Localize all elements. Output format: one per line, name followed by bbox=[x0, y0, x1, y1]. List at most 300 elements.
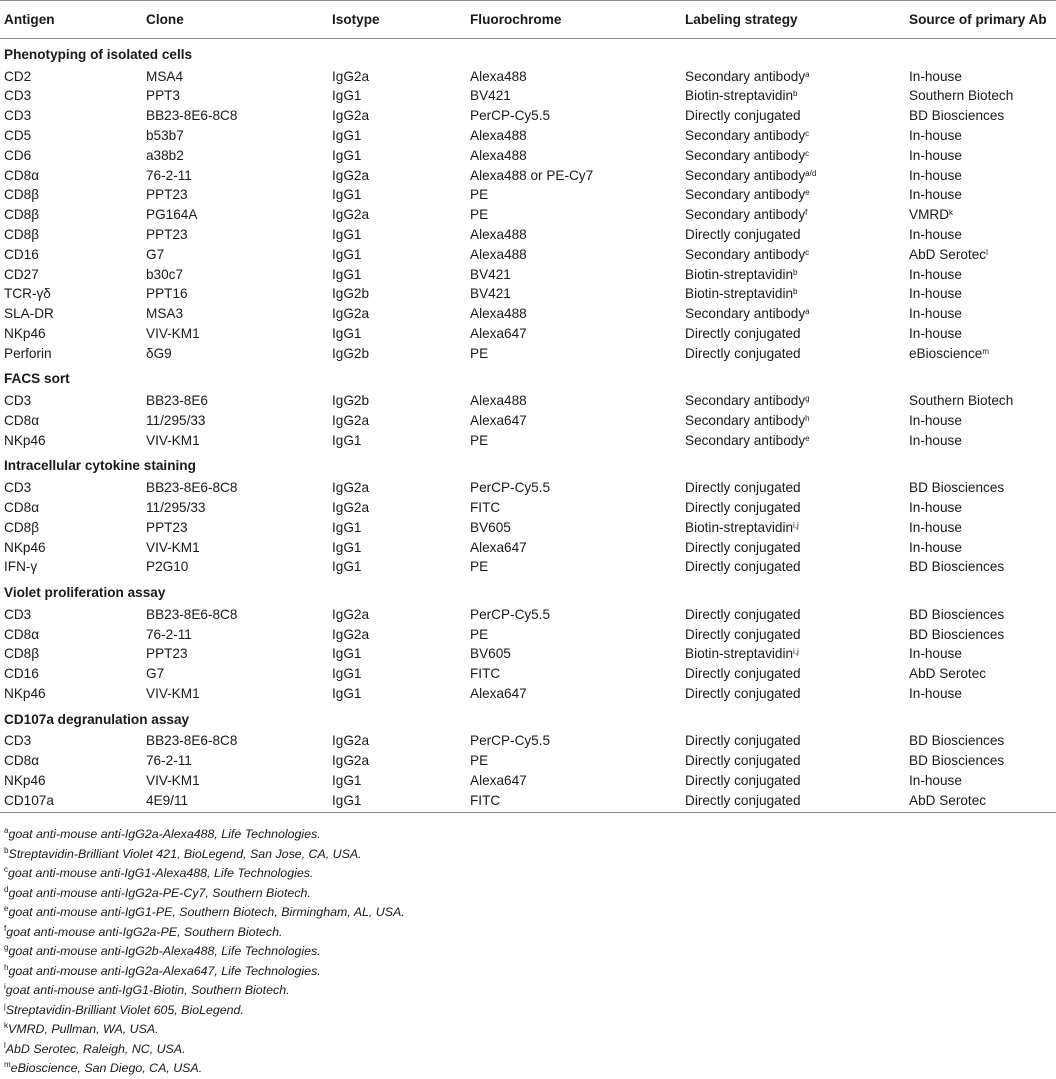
footnote bbox=[0, 942, 1056, 962]
cell-isotype-text: IgG2a bbox=[332, 68, 370, 84]
cell-antigen bbox=[0, 185, 142, 205]
cell-fluorochrome bbox=[466, 664, 681, 684]
cell-antigen bbox=[0, 478, 142, 498]
cell-fluorochrome-text: Alexa488 bbox=[470, 127, 527, 143]
cell-antigen bbox=[0, 126, 142, 146]
cell-source-text: In-house bbox=[909, 167, 962, 183]
cell-antigen bbox=[0, 265, 142, 285]
cell-source bbox=[905, 498, 1056, 518]
cell-labeling-strategy bbox=[681, 86, 905, 106]
cell-source-text: Southern Biotech bbox=[909, 393, 1014, 409]
cell-isotype bbox=[328, 684, 466, 704]
cell-isotype bbox=[328, 225, 466, 245]
cell-clone-text: a38b2 bbox=[146, 147, 184, 163]
cell-labeling-strategy bbox=[681, 684, 905, 704]
section-heading-row bbox=[0, 451, 1056, 479]
footnote-marker: i,j bbox=[793, 647, 799, 657]
cell-labeling-strategy-text: Directly conjugated bbox=[685, 606, 801, 622]
cell-source bbox=[905, 791, 1056, 813]
cell-clone-text: 11/295/33 bbox=[146, 412, 206, 428]
footnote-marker: f bbox=[805, 208, 808, 218]
cell-clone bbox=[142, 431, 328, 451]
cell-antigen-text: CD107a bbox=[4, 792, 54, 808]
cell-antigen bbox=[0, 411, 142, 431]
cell-labeling-strategy-text: Secondary antibody bbox=[685, 207, 806, 223]
cell-fluorochrome bbox=[466, 67, 681, 87]
footnote-text: goat anti-mouse anti-IgG2a-Alexa488, Life Technologies. bbox=[8, 827, 321, 841]
cell-clone bbox=[142, 324, 328, 344]
cell-antigen-text: Perforin bbox=[4, 345, 52, 361]
cell-antigen bbox=[0, 664, 142, 684]
cell-source-text: BD Biosciences bbox=[909, 559, 1005, 575]
footnotes bbox=[0, 825, 1056, 1079]
cell-antigen bbox=[0, 67, 142, 87]
cell-source bbox=[905, 557, 1056, 577]
cell-antigen-text: CD8α bbox=[4, 499, 40, 515]
table-row bbox=[0, 86, 1056, 106]
cell-fluorochrome-text: PE bbox=[470, 432, 489, 448]
table-row bbox=[0, 605, 1056, 625]
header-source: Source of primary Ab bbox=[905, 1, 1056, 39]
header-labeling-strategy: Labeling strategy bbox=[681, 1, 905, 39]
cell-source bbox=[905, 126, 1056, 146]
cell-labeling-strategy bbox=[681, 644, 905, 664]
cell-labeling-strategy-text: Secondary antibody bbox=[685, 432, 806, 448]
table-row bbox=[0, 205, 1056, 225]
table-row bbox=[0, 557, 1056, 577]
cell-labeling-strategy-text: Directly conjugated bbox=[685, 345, 801, 361]
cell-fluorochrome bbox=[466, 431, 681, 451]
cell-labeling-strategy-text: Directly conjugated bbox=[685, 772, 801, 788]
footnote-marker: h bbox=[805, 413, 810, 423]
footnote-marker: a bbox=[805, 69, 810, 79]
footnote-mark: a bbox=[4, 826, 9, 835]
section-title: FACS sort bbox=[4, 371, 70, 387]
cell-clone-text: P2G10 bbox=[146, 559, 189, 575]
cell-isotype-text: IgG1 bbox=[332, 539, 362, 555]
cell-fluorochrome bbox=[466, 411, 681, 431]
section-title: Intracellular cytokine staining bbox=[4, 458, 196, 474]
cell-isotype bbox=[328, 791, 466, 813]
cell-clone-text: BB23-8E6-8C8 bbox=[146, 108, 238, 124]
cell-isotype-text: IgG2a bbox=[332, 606, 370, 622]
cell-labeling-strategy-text: Directly conjugated bbox=[685, 685, 801, 701]
cell-source-text: In-house bbox=[909, 499, 962, 515]
footnote-mark: h bbox=[4, 962, 9, 972]
cell-antigen bbox=[0, 791, 142, 813]
cell-fluorochrome-text: Alexa647 bbox=[470, 772, 527, 788]
footnote-marker: g bbox=[805, 394, 810, 404]
footnote-text: goat anti-mouse anti-IgG1-Alexa488, Life Technologies. bbox=[8, 866, 314, 880]
cell-source bbox=[905, 205, 1056, 225]
cell-isotype bbox=[328, 431, 466, 451]
footnote-mark: e bbox=[4, 904, 9, 913]
cell-fluorochrome bbox=[466, 324, 681, 344]
cell-antigen bbox=[0, 771, 142, 791]
cell-antigen bbox=[0, 391, 142, 411]
cell-clone-text: G7 bbox=[146, 666, 165, 682]
footnote bbox=[0, 1001, 1056, 1021]
cell-fluorochrome bbox=[466, 106, 681, 126]
cell-antigen-text: NKp46 bbox=[4, 772, 46, 788]
cell-labeling-strategy bbox=[681, 304, 905, 324]
footnote-mark: j bbox=[4, 1001, 6, 1011]
cell-clone bbox=[142, 625, 328, 645]
section-title: CD107a degranulation assay bbox=[4, 711, 190, 727]
cell-isotype-text: IgG1 bbox=[332, 246, 362, 262]
section-heading-row bbox=[0, 39, 1056, 67]
cell-isotype bbox=[328, 625, 466, 645]
cell-fluorochrome bbox=[466, 284, 681, 304]
cell-labeling-strategy-text: Secondary antibody bbox=[685, 306, 806, 322]
cell-antigen-text: TCR-γδ bbox=[4, 286, 51, 302]
cell-isotype-text: IgG1 bbox=[332, 325, 362, 341]
cell-labeling-strategy bbox=[681, 664, 905, 684]
cell-clone-text: PG164A bbox=[146, 207, 198, 223]
cell-fluorochrome-text: Alexa647 bbox=[470, 685, 527, 701]
cell-fluorochrome-text: Alexa488 bbox=[470, 246, 527, 262]
cell-fluorochrome-text: Alexa488 bbox=[470, 393, 527, 409]
table-row bbox=[0, 106, 1056, 126]
cell-source bbox=[905, 284, 1056, 304]
cell-isotype-text: IgG2a bbox=[332, 499, 370, 515]
cell-source-text: In-house bbox=[909, 127, 962, 143]
cell-fluorochrome-text: Alexa647 bbox=[470, 412, 527, 428]
cell-fluorochrome-text: Alexa488 bbox=[470, 68, 527, 84]
cell-fluorochrome-text: FITC bbox=[470, 792, 501, 808]
cell-clone-text: VIV-KM1 bbox=[146, 432, 200, 448]
table-row bbox=[0, 664, 1056, 684]
cell-source-text: In-house bbox=[909, 306, 962, 322]
cell-isotype bbox=[328, 304, 466, 324]
header-antigen: Antigen bbox=[0, 1, 142, 39]
footnote-marker: b bbox=[793, 267, 798, 277]
cell-isotype-text: IgG1 bbox=[332, 147, 362, 163]
cell-antigen bbox=[0, 146, 142, 166]
cell-labeling-strategy bbox=[681, 284, 905, 304]
cell-antigen-text: CD8β bbox=[4, 519, 40, 535]
cell-isotype bbox=[328, 265, 466, 285]
cell-fluorochrome-text: PerCP-Cy5.5 bbox=[470, 108, 551, 124]
cell-source bbox=[905, 411, 1056, 431]
cell-source bbox=[905, 605, 1056, 625]
footnote-mark: k bbox=[4, 1021, 8, 1030]
table-row bbox=[0, 284, 1056, 304]
cell-labeling-strategy bbox=[681, 518, 905, 538]
table-row bbox=[0, 478, 1056, 498]
cell-isotype bbox=[328, 391, 466, 411]
footnote-marker: i,j bbox=[793, 520, 799, 530]
cell-fluorochrome-text: PerCP-Cy5.5 bbox=[470, 733, 551, 749]
footnote bbox=[0, 962, 1056, 982]
cell-labeling-strategy bbox=[681, 498, 905, 518]
cell-clone-text: VIV-KM1 bbox=[146, 325, 200, 341]
cell-antigen bbox=[0, 518, 142, 538]
cell-isotype bbox=[328, 324, 466, 344]
cell-clone bbox=[142, 344, 328, 364]
cell-isotype bbox=[328, 205, 466, 225]
cell-antigen bbox=[0, 106, 142, 126]
cell-fluorochrome-text: BV421 bbox=[470, 88, 511, 104]
cell-fluorochrome-text: BV421 bbox=[470, 266, 511, 282]
cell-antigen-text: CD8β bbox=[4, 646, 40, 662]
cell-antigen-text: NKp46 bbox=[4, 432, 46, 448]
cell-labeling-strategy bbox=[681, 731, 905, 751]
cell-isotype bbox=[328, 644, 466, 664]
table-row bbox=[0, 771, 1056, 791]
cell-clone bbox=[142, 791, 328, 813]
cell-source bbox=[905, 146, 1056, 166]
cell-isotype-text: IgG1 bbox=[332, 127, 362, 143]
table-row bbox=[0, 625, 1056, 645]
cell-antigen bbox=[0, 245, 142, 265]
cell-labeling-strategy bbox=[681, 344, 905, 364]
cell-fluorochrome-text: FITC bbox=[470, 499, 501, 515]
cell-clone-text: 11/295/33 bbox=[146, 499, 206, 515]
cell-isotype bbox=[328, 771, 466, 791]
table-header bbox=[0, 1, 1056, 39]
cell-antigen bbox=[0, 284, 142, 304]
cell-source-text: AbD Serotec bbox=[909, 666, 987, 682]
cell-isotype-text: IgG2a bbox=[332, 207, 370, 223]
cell-antigen-text: NKp46 bbox=[4, 325, 46, 341]
cell-labeling-strategy-text: Directly conjugated bbox=[685, 792, 801, 808]
cell-isotype-text: IgG1 bbox=[332, 685, 362, 701]
table-row bbox=[0, 324, 1056, 344]
cell-labeling-strategy bbox=[681, 205, 905, 225]
cell-labeling-strategy bbox=[681, 411, 905, 431]
cell-source bbox=[905, 67, 1056, 87]
cell-clone bbox=[142, 664, 328, 684]
cell-clone bbox=[142, 751, 328, 771]
cell-antigen bbox=[0, 751, 142, 771]
cell-clone bbox=[142, 146, 328, 166]
cell-labeling-strategy-text: Biotin-streptavidin bbox=[685, 266, 794, 282]
footnote bbox=[0, 1040, 1056, 1060]
cell-antigen-text: CD3 bbox=[4, 733, 32, 749]
cell-source bbox=[905, 664, 1056, 684]
footnote-marker: a/d bbox=[805, 168, 817, 178]
section-heading-row bbox=[0, 364, 1056, 392]
cell-antigen bbox=[0, 557, 142, 577]
cell-source-text: In-house bbox=[909, 539, 962, 555]
table-row bbox=[0, 791, 1056, 813]
footnote-text: eBioscience, San Diego, CA, USA. bbox=[10, 1061, 203, 1075]
cell-isotype bbox=[328, 498, 466, 518]
cell-fluorochrome-text: PE bbox=[470, 345, 489, 361]
cell-antigen-text: CD8β bbox=[4, 207, 40, 223]
cell-source bbox=[905, 225, 1056, 245]
cell-source-text: In-house bbox=[909, 147, 962, 163]
cell-clone-text: PPT16 bbox=[146, 286, 188, 302]
cell-source bbox=[905, 265, 1056, 285]
cell-antigen bbox=[0, 605, 142, 625]
cell-labeling-strategy-text: Biotin-streptavidin bbox=[685, 519, 794, 535]
cell-clone-text: 4E9/11 bbox=[146, 792, 189, 808]
cell-labeling-strategy-text: Secondary antibody bbox=[685, 187, 806, 203]
cell-source-text: VMRD bbox=[909, 207, 950, 223]
header-row bbox=[0, 1, 1056, 39]
footnote-text: AbD Serotec, Raleigh, NC, USA. bbox=[5, 1041, 186, 1056]
cell-antigen-text: CD8α bbox=[4, 626, 40, 642]
cell-source-text: In-house bbox=[909, 226, 962, 242]
cell-fluorochrome bbox=[466, 265, 681, 285]
cell-clone bbox=[142, 126, 328, 146]
cell-isotype-text: IgG2a bbox=[332, 306, 370, 322]
cell-fluorochrome bbox=[466, 605, 681, 625]
cell-antigen-text: CD3 bbox=[4, 88, 32, 104]
cell-isotype-text: IgG2a bbox=[332, 480, 370, 496]
footnote-marker: a bbox=[805, 307, 810, 317]
cell-labeling-strategy bbox=[681, 791, 905, 813]
cell-clone bbox=[142, 771, 328, 791]
cell-labeling-strategy-text: Secondary antibody bbox=[685, 127, 806, 143]
cell-source-text: In-house bbox=[909, 187, 962, 203]
cell-isotype-text: IgG2b bbox=[332, 393, 370, 409]
cell-isotype bbox=[328, 106, 466, 126]
cell-antigen-text: NKp46 bbox=[4, 539, 46, 555]
cell-antigen bbox=[0, 431, 142, 451]
footnote-marker: l bbox=[986, 247, 988, 257]
cell-isotype bbox=[328, 518, 466, 538]
cell-clone bbox=[142, 644, 328, 664]
cell-source-text: BD Biosciences bbox=[909, 753, 1005, 769]
table-row bbox=[0, 731, 1056, 751]
cell-antigen-text: SLA-DR bbox=[4, 306, 54, 322]
cell-clone bbox=[142, 478, 328, 498]
footnote-marker: c bbox=[805, 247, 810, 257]
cell-labeling-strategy bbox=[681, 166, 905, 186]
cell-clone bbox=[142, 684, 328, 704]
cell-isotype bbox=[328, 67, 466, 87]
cell-source-text: In-house bbox=[909, 286, 962, 302]
cell-isotype-text: IgG1 bbox=[332, 772, 362, 788]
cell-fluorochrome bbox=[466, 86, 681, 106]
cell-clone bbox=[142, 106, 328, 126]
cell-fluorochrome bbox=[466, 751, 681, 771]
cell-clone bbox=[142, 498, 328, 518]
header-fluorochrome: Fluorochrome bbox=[466, 1, 681, 39]
cell-clone bbox=[142, 265, 328, 285]
table-row bbox=[0, 391, 1056, 411]
cell-clone-text: PPT23 bbox=[146, 646, 188, 662]
cell-fluorochrome bbox=[466, 791, 681, 813]
cell-clone-text: 76-2-11 bbox=[146, 626, 192, 642]
table-row bbox=[0, 344, 1056, 364]
footnote bbox=[0, 864, 1056, 884]
cell-labeling-strategy bbox=[681, 478, 905, 498]
footnote-text: goat anti-mouse anti-IgG2a-Alexa647, Life Technologies. bbox=[8, 963, 321, 978]
cell-antigen-text: CD8β bbox=[4, 226, 40, 242]
cell-clone-text: 76-2-11 bbox=[146, 753, 192, 769]
footnote-text: goat anti-mouse anti-IgG2a-PE, Southern Biotech. bbox=[6, 924, 283, 939]
table-row bbox=[0, 498, 1056, 518]
cell-antigen bbox=[0, 731, 142, 751]
cell-clone-text: 76-2-11 bbox=[146, 167, 192, 183]
cell-isotype-text: IgG2b bbox=[332, 286, 370, 302]
cell-antigen bbox=[0, 166, 142, 186]
cell-isotype-text: IgG1 bbox=[332, 266, 362, 282]
table-row bbox=[0, 185, 1056, 205]
footnote-marker: c bbox=[805, 128, 810, 138]
cell-fluorochrome bbox=[466, 557, 681, 577]
table-row bbox=[0, 751, 1056, 771]
cell-labeling-strategy-text: Directly conjugated bbox=[685, 626, 801, 642]
cell-fluorochrome bbox=[466, 684, 681, 704]
cell-clone-text: BB23-8E6-8C8 bbox=[146, 733, 238, 749]
cell-fluorochrome bbox=[466, 518, 681, 538]
cell-isotype bbox=[328, 146, 466, 166]
cell-isotype-text: IgG2a bbox=[332, 626, 370, 642]
footnote-text: Streptavidin-Brilliant Violet 605, BioLegend. bbox=[5, 1002, 244, 1017]
cell-fluorochrome bbox=[466, 498, 681, 518]
cell-fluorochrome-text: BV605 bbox=[470, 519, 511, 535]
cell-isotype-text: IgG1 bbox=[332, 226, 362, 242]
cell-labeling-strategy-text: Secondary antibody bbox=[685, 167, 806, 183]
cell-fluorochrome bbox=[466, 391, 681, 411]
cell-fluorochrome bbox=[466, 304, 681, 324]
cell-labeling-strategy-text: Secondary antibody bbox=[685, 246, 806, 262]
cell-isotype-text: IgG1 bbox=[332, 519, 362, 535]
cell-source-text: BD Biosciences bbox=[909, 606, 1005, 622]
footnote-text: Streptavidin-Brilliant Violet 421, BioLegend, San Jose, CA, USA. bbox=[8, 846, 362, 861]
cell-labeling-strategy-text: Directly conjugated bbox=[685, 226, 801, 242]
cell-fluorochrome bbox=[466, 478, 681, 498]
cell-isotype-text: IgG2a bbox=[332, 108, 370, 124]
footnote-mark: g bbox=[4, 943, 9, 952]
cell-antigen bbox=[0, 205, 142, 225]
cell-antigen bbox=[0, 498, 142, 518]
cell-source bbox=[905, 304, 1056, 324]
footnote-marker: c bbox=[805, 148, 810, 158]
cell-isotype bbox=[328, 731, 466, 751]
cell-source-text: BD Biosciences bbox=[909, 480, 1005, 496]
footnote bbox=[0, 903, 1056, 923]
cell-source bbox=[905, 625, 1056, 645]
footnote-text: goat anti-mouse anti-IgG2a-PE-Cy7, Southern Biotech. bbox=[8, 885, 311, 900]
cell-fluorochrome bbox=[466, 166, 681, 186]
cell-isotype-text: IgG1 bbox=[332, 666, 362, 682]
footnote bbox=[0, 981, 1056, 1001]
cell-isotype-text: IgG2a bbox=[332, 753, 370, 769]
cell-labeling-strategy bbox=[681, 106, 905, 126]
cell-labeling-strategy bbox=[681, 605, 905, 625]
cell-labeling-strategy bbox=[681, 185, 905, 205]
cell-source-text: In-house bbox=[909, 646, 962, 662]
footnote bbox=[0, 1020, 1056, 1040]
footnote-text: goat anti-mouse anti-IgG1-Biotin, Southern Biotech. bbox=[5, 983, 290, 997]
cell-source-text: In-house bbox=[909, 685, 962, 701]
cell-clone bbox=[142, 205, 328, 225]
footnote-mark: f bbox=[4, 923, 7, 933]
cell-fluorochrome-text: PE bbox=[470, 753, 489, 769]
cell-antigen bbox=[0, 324, 142, 344]
cell-clone bbox=[142, 86, 328, 106]
footnote-mark: b bbox=[4, 845, 9, 855]
cell-labeling-strategy-text: Secondary antibody bbox=[685, 412, 806, 428]
cell-source bbox=[905, 185, 1056, 205]
cell-source bbox=[905, 324, 1056, 344]
cell-antigen-text: CD8α bbox=[4, 412, 40, 428]
cell-isotype bbox=[328, 411, 466, 431]
section-heading-row bbox=[0, 704, 1056, 732]
footnote-marker: e bbox=[805, 188, 810, 198]
cell-source-text: Southern Biotech bbox=[909, 88, 1014, 104]
cell-isotype bbox=[328, 538, 466, 558]
cell-source-text: AbD Serotec bbox=[909, 792, 987, 808]
cell-antigen-text: CD5 bbox=[4, 127, 32, 143]
cell-labeling-strategy bbox=[681, 557, 905, 577]
